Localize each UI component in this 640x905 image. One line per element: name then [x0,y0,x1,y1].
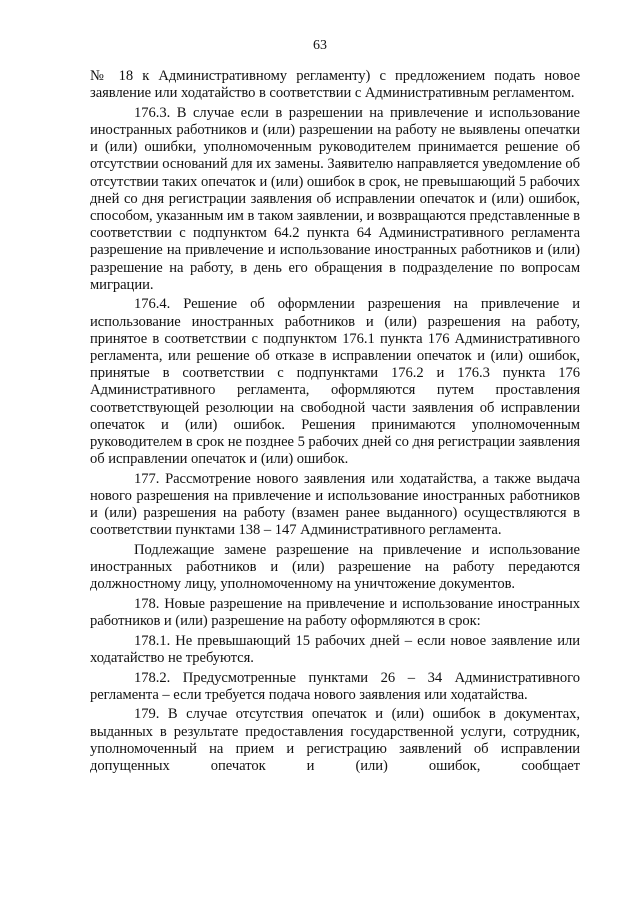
paragraph-replacement-transfer: Подлежащие замене разрешение на привлечение и использование иностранных работников и (или) разрешение на работу передаются должностному лицу, уполномоченному на уничтожение документов. [90,542,580,593]
body-text [90,68,580,775]
paragraph-177: 177. Рассмотрение нового заявления или ходатайства, а также выдача нового разрешения на привлечение и использование иностранных работников и (или) разрешения на работу (взамен ранее выданного) осуществляются в соответствии пунктами 138 – 147 Административного регламента. [90,470,580,539]
paragraph-178-1: 178.1. Не превышающий 15 рабочих дней – если новое заявление или ходатайство не требуются. [90,632,580,667]
paragraph-178-2: 178.2. Предусмотренные пунктами 26 – 34 Административного регламента – если требуется подача нового заявления или ходатайства. [90,669,580,703]
paragraph-176-4: 176.4. Решение об оформлении разрешения на привлечение и использование иностранных работников и (или) разрешения на работу, принятое в соответствии с подпунктом 176.1 пункта 176 Административного регламента, или решение об отказе в исправлении опечаток и (или) ошибок, принятые в соответствии с подпунктами 176.2 и 176.3 пункта 176 Административного регламента, оформляются путем проставления соответствующей резолюции на свободной части заявления об исправлении опечаток и (или) ошибок. Решения принимаются уполномоченным руководителем в срок не позднее 5 рабочих дней со дня регистрации заявления об исправлении опечаток и (или) ошибок. [90,296,580,468]
paragraph-179: 179. В случае отсутствия опечаток и (или) ошибок в документах, выданных в результате предоставления государственной услуги, сотрудник, уполномоченный на прием и регистрацию заявлений об исправлении допущенных опечаток и (или) ошибок, сообщает [90,706,580,775]
page-number: 63 [313,38,327,53]
paragraph-178: 178. Новые разрешение на привлечение и использование иностранных работников и (или) разрешение на работу оформляются в срок: [90,596,580,630]
paragraph-continuation: № 18 к Административному регламенту) с предложением подать новое заявление или ходатайство в соответствии с Административным регламентом. [90,68,580,102]
paragraph-176-3: 176.3. В случае если в разрешении на привлечение и использование иностранных работников и (или) разрешении на работу не выявлены опечатки и (или) ошибки, уполномоченным руководителем принимается решение об отсутствии оснований для их замены. Заявителю направляется уведомление об отсутствии таких опечаток и (или) ошибок в срок, не превышающий 5 рабочих дней со дня регистрации заявления об исправлении опечаток и (или) ошибок, способом, указанным им в таком заявлении, и возвращаются представленные в соответствии с подпунктом 64.2 пункта 64 Административного регламента разрешение на привлечение и использование иностранных работников и (или) разрешение на работу, в день его обращения в подразделение по вопросам миграции. [90,104,580,293]
